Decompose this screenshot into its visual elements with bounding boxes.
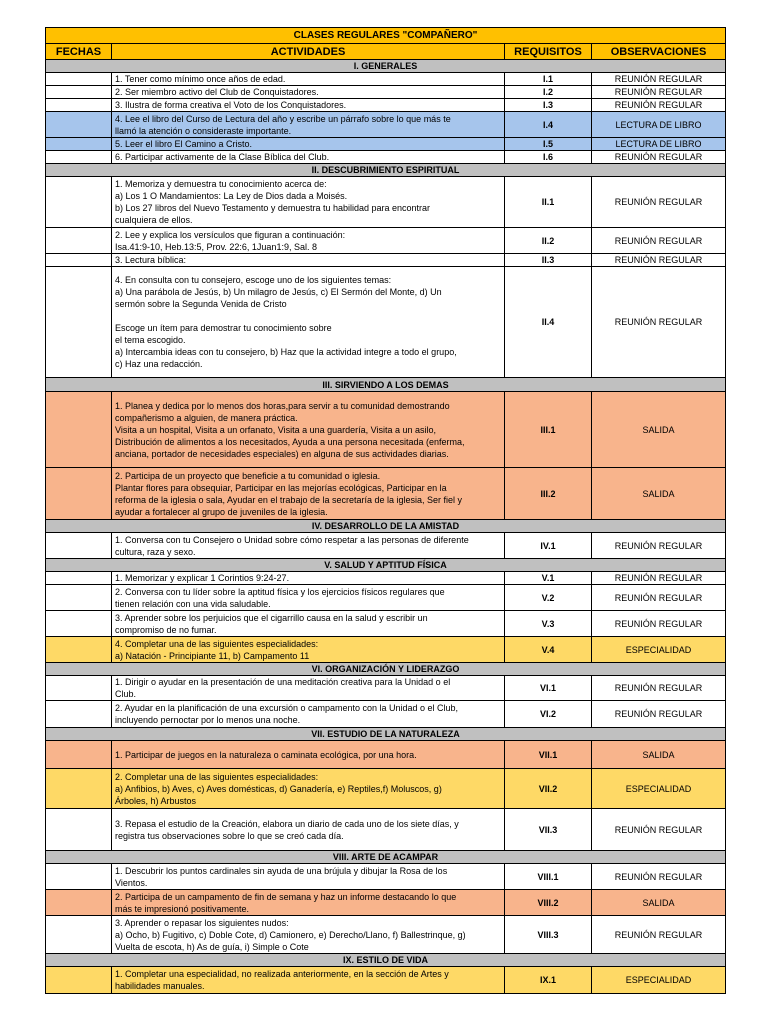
observation-cell: REUNIÓN REGULAR	[592, 585, 726, 611]
column-header-observaciones: OBSERVACIONES	[592, 44, 726, 60]
activity-cell	[112, 112, 505, 138]
date-cell	[46, 73, 112, 86]
activity-cell	[112, 676, 505, 701]
requirement-code: VII.2	[505, 769, 592, 809]
sheet-title: CLASES REGULARES "COMPAÑERO"	[46, 28, 726, 44]
table-row	[46, 86, 726, 99]
requirement-code: II.1	[505, 177, 592, 228]
section-row	[46, 378, 726, 392]
date-cell	[46, 809, 112, 851]
section-title: II. DESCUBRIMIENTO ESPIRITUAL	[46, 164, 726, 177]
requirement-code: II.2	[505, 228, 592, 254]
table-row	[46, 769, 726, 809]
activity-line: el tema escogido.	[115, 335, 186, 345]
requirement-code: VIII.2	[505, 890, 592, 916]
requirement-code: III.1	[505, 392, 592, 468]
activity-cell	[112, 769, 505, 809]
activity-line: compañerismo a alguien, de manera práctica.	[115, 412, 298, 423]
table-row	[46, 701, 726, 728]
table-row	[46, 967, 726, 994]
activity-line: 1. Dirigir o ayudar en la presentación de una meditación creativa para la Unidad o el	[115, 677, 451, 687]
activity-cell	[112, 73, 505, 86]
activity-cell	[112, 138, 505, 151]
observation-cell: LECTURA DE LIBRO	[592, 112, 726, 138]
header-row	[46, 44, 726, 60]
table-row	[46, 151, 726, 164]
date-cell	[46, 254, 112, 267]
date-cell	[46, 138, 112, 151]
observation-cell: SALIDA	[592, 890, 726, 916]
requirement-code: II.4	[505, 267, 592, 378]
requirement-code: V.2	[505, 585, 592, 611]
activity-line: 3. Repasa el estudio de la Creación, elabora un diario de cada uno de los siete días, y	[115, 818, 459, 829]
requirement-code: VII.3	[505, 809, 592, 851]
activity-line: c) Haz una redacción.	[115, 359, 203, 369]
activity-cell	[112, 228, 505, 254]
date-cell	[46, 392, 112, 468]
activity-line: a) Natación - Principiante 11, b) Campamento 11	[115, 650, 310, 661]
requirements-table	[45, 27, 726, 994]
activity-cell	[112, 890, 505, 916]
activity-line: más te impresionó positivamente.	[115, 903, 250, 914]
date-cell	[46, 676, 112, 701]
observation-cell: REUNIÓN REGULAR	[592, 151, 726, 164]
table-row	[46, 676, 726, 701]
activity-line: Vientos.	[115, 877, 148, 888]
activity-cell	[112, 99, 505, 112]
activity-line: 1. Conversa con tu Consejero o Unidad sobre cómo respetar a las personas de diferente	[115, 534, 469, 545]
requirement-code: I.5	[505, 138, 592, 151]
requirement-code: I.4	[505, 112, 592, 138]
date-cell	[46, 741, 112, 769]
table-row	[46, 533, 726, 559]
section-row	[46, 851, 726, 864]
activity-line: a) Los 1 O Mandamientos: La Ley de Dios dada a Moisés.	[115, 191, 348, 201]
date-cell	[46, 267, 112, 378]
column-header-actividades: ACTIVIDADES	[112, 44, 505, 60]
column-header-fechas: FECHAS	[46, 44, 112, 60]
observation-cell: ESPECIALIDAD	[592, 769, 726, 809]
requirement-code: I.1	[505, 73, 592, 86]
activity-line: 4. En consulta con tu consejero, escoge uno de los siguientes temas:	[115, 275, 392, 285]
requirement-code: I.2	[505, 86, 592, 99]
activity-cell	[112, 741, 505, 769]
table-row	[46, 392, 726, 468]
requirement-code: II.3	[505, 254, 592, 267]
activity-cell	[112, 809, 505, 851]
observation-cell: REUNIÓN REGULAR	[592, 572, 726, 585]
date-cell	[46, 769, 112, 809]
observation-cell: REUNIÓN REGULAR	[592, 533, 726, 559]
activity-cell	[112, 916, 505, 954]
title-row	[46, 28, 726, 44]
observation-cell: REUNIÓN REGULAR	[592, 676, 726, 701]
activity-line: 2. Conversa con tu líder sobre la aptitud física y los ejercicios físicos regulares que	[115, 586, 445, 597]
section-row	[46, 559, 726, 572]
activity-line	[115, 310, 501, 322]
column-header-requisitos: REQUISITOS	[505, 44, 592, 60]
activity-line: llamó la atención o consideraste importante.	[115, 125, 292, 136]
date-cell	[46, 864, 112, 890]
table-row	[46, 637, 726, 663]
requirement-code: VIII.1	[505, 864, 592, 890]
activity-line: 1. Participar de juegos en la naturaleza o caminata ecológica, por una hora.	[115, 749, 417, 760]
activity-cell	[112, 177, 505, 228]
table-row	[46, 73, 726, 86]
requirement-code: V.3	[505, 611, 592, 637]
section-title: V. SALUD Y APTITUD FÍSICA	[46, 559, 726, 572]
date-cell	[46, 637, 112, 663]
activity-line: b) Los 27 libros del Nuevo Testamento y demuestra tu habilidad para encontrar	[115, 203, 431, 213]
activity-line: 3. Aprender o repasar los siguientes nudos:	[115, 917, 289, 928]
activity-line: compromiso de no fumar.	[115, 624, 217, 635]
activity-line: registra tus observaciones sobre lo que se creó cada día.	[115, 830, 344, 841]
table-row	[46, 890, 726, 916]
date-cell	[46, 533, 112, 559]
activity-line: tienen relación con una vida saludable.	[115, 598, 271, 609]
activity-line: 1. Memorizar y explicar 1 Corintios 9:24-27.	[115, 573, 290, 583]
requirement-code: IX.1	[505, 967, 592, 994]
requirement-code: VII.1	[505, 741, 592, 769]
date-cell	[46, 99, 112, 112]
observation-cell: REUNIÓN REGULAR	[592, 228, 726, 254]
table-row	[46, 916, 726, 954]
observation-cell: REUNIÓN REGULAR	[592, 73, 726, 86]
activity-line: reforma de la iglesia o sala, Ayudar en el trabajo de la secretaría de la iglesia, Ser fiel y	[115, 494, 463, 505]
activity-cell	[112, 468, 505, 520]
date-cell	[46, 572, 112, 585]
section-title: IX. ESTILO DE VIDA	[46, 954, 726, 967]
activity-line: 1. Tener como mínimo once años de edad.	[115, 74, 286, 84]
table-row	[46, 267, 726, 378]
observation-cell: REUNIÓN REGULAR	[592, 254, 726, 267]
date-cell	[46, 701, 112, 728]
activity-line: a) Intercambia ideas con tu consejero, b) Haz que la actividad integre a todo el grupo,	[115, 347, 457, 357]
section-row	[46, 954, 726, 967]
observation-cell: REUNIÓN REGULAR	[592, 701, 726, 728]
activity-cell	[112, 533, 505, 559]
date-cell	[46, 611, 112, 637]
date-cell	[46, 916, 112, 954]
date-cell	[46, 468, 112, 520]
activity-line: Isa.41:9-10, Heb.13:5, Prov. 22:6, 1Juan1:9, Sal. 8	[115, 241, 317, 252]
activity-line: 5. Leer el libro El Camino a Cristo.	[115, 139, 253, 149]
activity-line: Visita a un hospital, Visita a un orfanato, Visita a una guardería, Visita a un asilo,	[115, 424, 437, 435]
requirement-code: V.1	[505, 572, 592, 585]
activity-line: 4. Lee el libro del Curso de Lectura del año y escribe un párrafo sobre lo que más te	[115, 113, 451, 124]
activity-line: 2. Completar una de las siguientes especialidades:	[115, 771, 319, 782]
activity-line: Club.	[115, 689, 137, 699]
table-row	[46, 468, 726, 520]
observation-cell: ESPECIALIDAD	[592, 967, 726, 994]
activity-line: Distribución de alimentos a los necesitados, Ayuda a una persona necesitada (enferma,	[115, 436, 465, 447]
section-title: VII. ESTUDIO DE LA NATURALEZA	[46, 728, 726, 741]
activity-line: 3. Ilustra de forma creativa el Voto de los Conquistadores.	[115, 100, 347, 110]
table-row	[46, 741, 726, 769]
activity-line: 2. Lee y explica los versículos que figuran a continuación:	[115, 229, 346, 240]
activity-line: Árboles, h) Arbustos	[115, 795, 197, 806]
observation-cell: REUNIÓN REGULAR	[592, 916, 726, 954]
activity-line: anciana, portador de necesidades especiales) en alguna de sus actividades diarias.	[115, 448, 449, 459]
requirement-code: VIII.3	[505, 916, 592, 954]
activity-line: cultura, raza y sexo.	[115, 546, 196, 557]
table-row	[46, 611, 726, 637]
activity-cell	[112, 611, 505, 637]
requirement-code: I.3	[505, 99, 592, 112]
date-cell	[46, 112, 112, 138]
requirement-code: VI.2	[505, 701, 592, 728]
requirement-code: I.6	[505, 151, 592, 164]
activity-cell	[112, 864, 505, 890]
activity-line: 2. Participa de un campamento de fin de semana y haz un informe destacando lo que	[115, 891, 457, 902]
observation-cell: REUNIÓN REGULAR	[592, 99, 726, 112]
activity-cell	[112, 701, 505, 728]
section-title: I. GENERALES	[46, 60, 726, 73]
activity-line: 1. Descubrir los puntos cardinales sin ayuda de una brújula y dibujar la Rosa de los	[115, 865, 448, 876]
activity-line: cualquiera de ellos.	[115, 215, 193, 225]
activity-line: 3. Lectura bíblica:	[115, 255, 187, 265]
observation-cell: REUNIÓN REGULAR	[592, 864, 726, 890]
observation-cell: REUNIÓN REGULAR	[592, 809, 726, 851]
activity-line: Vuelta de escota, h) As de guía, i) Simple o Cote	[115, 941, 309, 952]
table-row	[46, 228, 726, 254]
section-row	[46, 728, 726, 741]
observation-cell: LECTURA DE LIBRO	[592, 138, 726, 151]
section-row	[46, 663, 726, 676]
activity-line: 2. Participa de un proyecto que beneficie a tu comunidad o iglesia.	[115, 470, 381, 481]
table-row	[46, 864, 726, 890]
activity-line: ayudar a fortalecer al grupo de juveniles de la iglesia.	[115, 506, 328, 517]
activity-line: sermón sobre la Segunda Venida de Cristo	[115, 299, 287, 309]
observation-cell: ESPECIALIDAD	[592, 637, 726, 663]
activity-cell	[112, 151, 505, 164]
observation-cell: REUNIÓN REGULAR	[592, 611, 726, 637]
observation-cell: SALIDA	[592, 392, 726, 468]
activity-line: 2. Ser miembro activo del Club de Conquistadores.	[115, 87, 319, 97]
activity-line: Plantar flores para obsequiar, Participar en las mejorías ecológicas, Participar en la	[115, 482, 447, 493]
activity-line: a) Una parábola de Jesús, b) Un milagro de Jesús, c) El Sermón del Monte, d) Un	[115, 287, 442, 297]
activity-line: 3. Aprender sobre los perjuicios que el cigarrillo causa en la salud y escribir un	[115, 612, 428, 623]
section-title: VIII. ARTE DE ACAMPAR	[46, 851, 726, 864]
requirement-code: V.4	[505, 637, 592, 663]
activity-cell	[112, 585, 505, 611]
activity-cell	[112, 392, 505, 468]
activity-line: Escoge un ítem para demostrar tu conocimiento sobre	[115, 323, 332, 333]
table-row	[46, 112, 726, 138]
observation-cell: REUNIÓN REGULAR	[592, 86, 726, 99]
activity-line: 4. Completar una de las siguientes especialidades:	[115, 638, 319, 649]
observation-cell: SALIDA	[592, 741, 726, 769]
activity-line: a) Anfibios, b) Aves, c) Aves domésticas, d) Ganadería, e) Reptiles,f) Moluscos, g)	[115, 783, 442, 794]
section-row	[46, 520, 726, 533]
activity-line: 1. Memoriza y demuestra tu conocimiento acerca de:	[115, 179, 327, 189]
section-title: VI. ORGANIZACIÓN Y LIDERAZGO	[46, 663, 726, 676]
table-row	[46, 809, 726, 851]
table-row	[46, 138, 726, 151]
activity-cell	[112, 572, 505, 585]
activity-line: incluyendo pernoctar por lo menos una noche.	[115, 715, 301, 725]
requirement-code: IV.1	[505, 533, 592, 559]
activity-cell	[112, 967, 505, 994]
table-row	[46, 254, 726, 267]
section-row	[46, 60, 726, 73]
section-row	[46, 164, 726, 177]
table-row	[46, 572, 726, 585]
observation-cell: SALIDA	[592, 468, 726, 520]
observation-cell: REUNIÓN REGULAR	[592, 177, 726, 228]
date-cell	[46, 585, 112, 611]
activity-line: 1. Completar una especialidad, no realizada anteriormente, en la sección de Artes y	[115, 969, 449, 979]
requirement-code: III.2	[505, 468, 592, 520]
activity-line: 6. Participar activamente de la Clase Bíblica del Club.	[115, 152, 330, 162]
activity-cell	[112, 86, 505, 99]
date-cell	[46, 151, 112, 164]
activity-line: 2. Ayudar en la planificación de una excursión o campamento con la Unidad o el Club,	[115, 703, 459, 713]
table-row	[46, 177, 726, 228]
observation-cell: REUNIÓN REGULAR	[592, 267, 726, 378]
activity-cell	[112, 267, 505, 378]
activity-line: 1. Planea y dedica por lo menos dos horas,para servir a tu comunidad demostrando	[115, 400, 450, 411]
date-cell	[46, 228, 112, 254]
date-cell	[46, 890, 112, 916]
requirements-table-body	[46, 28, 726, 994]
table-row	[46, 585, 726, 611]
section-title: III. SIRVIENDO A LOS DEMAS	[46, 378, 726, 392]
table-row	[46, 99, 726, 112]
date-cell	[46, 967, 112, 994]
activity-cell	[112, 254, 505, 267]
activity-cell	[112, 637, 505, 663]
activity-line: habilidades manuales.	[115, 981, 205, 991]
requirement-code: VI.1	[505, 676, 592, 701]
date-cell	[46, 177, 112, 228]
activity-line: a) Ocho, b) Fugitivo, c) Doble Cote, d) Camionero, e) Derecho/Llano, f) Ballestrinque, g)	[115, 929, 466, 940]
date-cell	[46, 86, 112, 99]
section-title: IV. DESARROLLO DE LA AMISTAD	[46, 520, 726, 533]
